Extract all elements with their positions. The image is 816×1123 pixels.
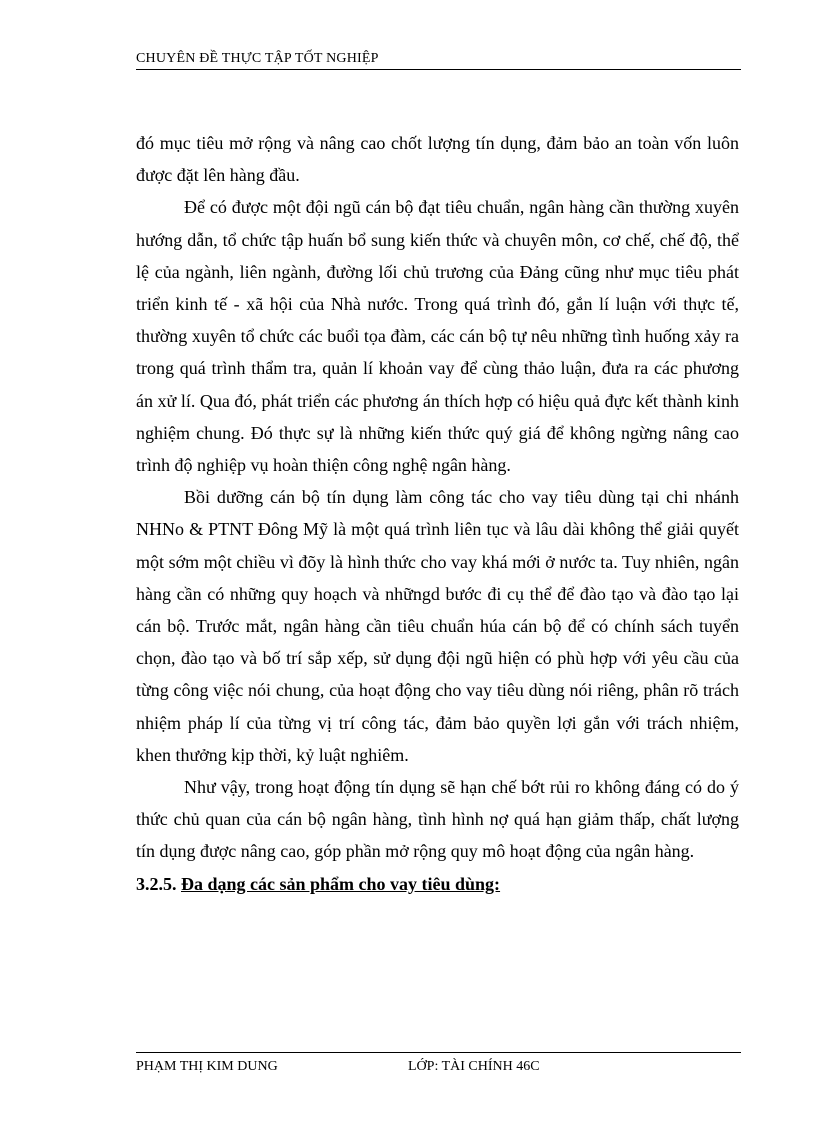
section-title: Đa dạng các sản phẩm cho vay tiêu dùng: (181, 873, 501, 894)
header-title: CHUYÊN ĐỀ THỰC TẬP TỐT NGHIỆP (136, 51, 379, 66)
footer-author: PHẠM THỊ KIM DUNG (136, 1059, 278, 1074)
footer-class: LỚP: TÀI CHÍNH 46C (408, 1059, 540, 1074)
paragraph-continuation: đó mục tiêu mở rộng và nâng cao chốt lượng tín dụng, đảm bảo an toàn vốn luôn được đặt lên hàng đầu. (136, 133, 739, 186)
section-heading (136, 868, 739, 900)
paragraph-staff-training: Để có được một đội ngũ cán bộ đạt tiêu chuẩn, ngân hàng cần thường xuyên hướng dẫn, tổ chức tập huấn bổ sung kiến thức và chuyên môn, cơ chế, chế độ, thể lệ của ngành, liên ngành, đường lối chủ trương của Đảng cũng như mục tiêu phát triển kinh tế - xã hội của Nhà nước. Trong quá trình đó, gắn lí luận với thực tế, thường xuyên tổ chức các buổi tọa đàm, các cán bộ tự nêu những tình huống xảy ra trong quá trình thẩm tra, quản lí khoản vay để cùng thảo luận, đưa ra các phương án xử lí. Qua đó, phát triển các phương án thích hợp có hiệu quả đực kết thành kinh nghiệm chung. Đó thực sự là những kiến thức quý giá để không ngừng nâng cao trình độ nghiệp vụ hoàn thiện công nghệ ngân hàng. (136, 197, 739, 476)
paragraph-staff-development: Bồi dưỡng cán bộ tín dụng làm công tác cho vay tiêu dùng tại chi nhánh NHNo & PTNT Đông Mỹ là một quá trình liên tục và lâu dài không thể giải quyết một sớm một chiều vì đõy là hình thức cho vay khá mới ở nước ta. Tuy nhiên, ngân hàng cần có những quy hoạch và nhữngd bước đi cụ thể để đào tạo và đào tạo lại cán bộ. Trước mắt, ngân hàng cần tiêu chuẩn húa cán bộ để có chính sách tuyển chọn, đào tạo và bố trí sắp xếp, sử dụng đội ngũ hiện có phù hợp với yêu cầu của từng công việc nói chung, của hoạt động cho vay tiêu dùng nói riêng, phân rõ trách nhiệm pháp lí của từng vị trí công tác, đảm bảo quyền lợi gắn với trách nhiệm, khen thưởng kịp thời, kỷ luật nghiêm. (136, 487, 739, 765)
page-footer (136, 1052, 741, 1076)
page-header (136, 50, 741, 70)
section-number: 3.2.5. (136, 873, 177, 894)
paragraph-conclusion: Như vậy, trong hoạt động tín dụng sẽ hạn chế bớt rủi ro không đáng có do ý thức chủ quan của cán bộ ngân hàng, tình hình nợ quá hạn giảm thấp, chất lượng tín dụng được nâng cao, góp phần mở rộng quy mô hoạt động của ngân hàng. (136, 777, 739, 862)
document-body (136, 127, 739, 900)
